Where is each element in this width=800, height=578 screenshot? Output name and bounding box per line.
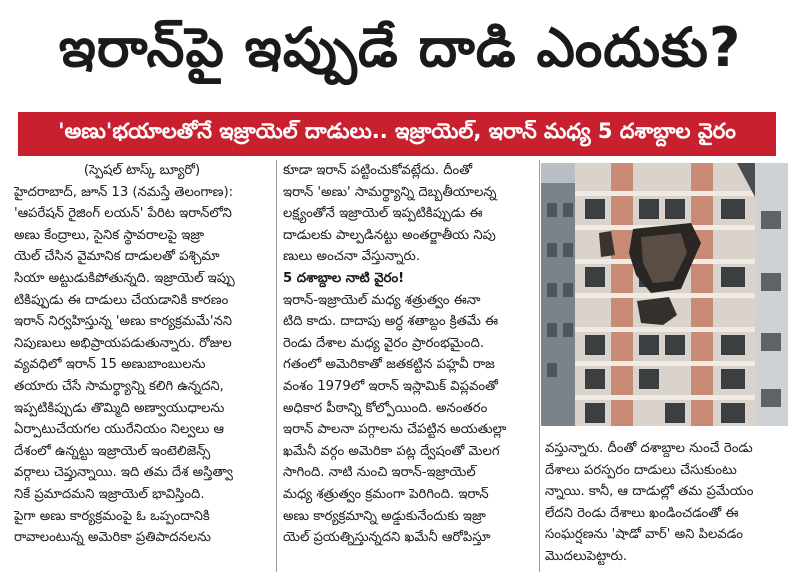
article-column-1: [14, 160, 270, 549]
article-line: ఖమేనీ వర్గం అమెరికా పట్ల ద్వేషంతో మెలగ: [283, 443, 500, 459]
article-line: అణు కార్యక్రమాన్ని అడ్డుకునేందుకు ఇజ్రా: [283, 508, 486, 524]
article-line: రెండు దేశాల మధ్య వైరం ప్రారంభమైంది.: [283, 335, 485, 351]
article-column-3: [545, 438, 790, 568]
article-line: వంశం 1979లో ఇరాన్ ఇస్లామిక్ విప్లవంతో: [283, 378, 498, 394]
subheadline-banner: [18, 112, 776, 156]
article-line: టిది కాదు. దాదాపు అర్ధ శతాబ్దం క్రితమే ఈ: [283, 314, 499, 330]
article-line: దేశంలో ఉన్నట్టు ఇజ్రాయెల్ ఇంటెలిజెన్స్: [14, 443, 211, 459]
article-line: అధికార పీఠాన్ని కోల్పోయింది. అనంతరం: [283, 400, 488, 416]
article-line: ఇరాన్-ఇజ్రాయెల్ మధ్య శత్రుత్వం ఈనా: [283, 292, 481, 308]
article-line: వస్తున్నారు. దీంతో దశాబ్దాల నుంచే రెండు: [545, 441, 753, 456]
article-line: యెల్ ప్రయత్నిస్తున్నదని ఖమేనీ ఆరోపిస్తూ: [283, 530, 491, 546]
headline-text: ఇరాన్‌పై ఇప్పుడే దాడి ఎందుకు?: [58, 15, 742, 79]
article-line: వ్యవధిలో ఇరాన్ 15 అణుబాంబులను: [14, 357, 206, 373]
article-line: వర్గాలు చెప్తున్నాయి. ఇది తమ దేశ అస్తిత్వా: [14, 465, 233, 481]
building-illustration: [541, 163, 788, 426]
article-line: రావాలంటున్న అమెరికా ప్రతిపాదనలను: [14, 530, 211, 546]
article-line: ఇరాన్ 'అణు' సామర్థ్యాన్ని దెబ్బతీయాలన్న: [283, 184, 497, 200]
article-line: 'ఆపరేషన్ రైజింగ్ లయన్' పేరిట ఇరాన్‌లోని: [14, 206, 232, 222]
article-line: టికిప్పుడు ఈ దాడులు చేయడానికి కారణం: [14, 292, 229, 308]
article-line: నిపుణులు అభిప్రాయపడుతున్నారు. రోజుల: [14, 335, 232, 351]
article-line: మధ్య శత్రుత్వం క్రమంగా పెరిగింది. ఇరాన్: [283, 486, 489, 502]
column-divider: [539, 160, 540, 572]
column-divider: [276, 160, 277, 572]
article-line: గతంలో అమెరికాతో జతకట్టిన పహ్లవీ రాజ: [283, 357, 495, 373]
article-line: ఇరాన్ నిర్వహిస్తున్న 'అణు కార్యక్రమమే'నని: [14, 314, 232, 330]
article-line: ఇప్పటికిప్పుడు తొమ్మిది అణ్వాయుధాలను: [14, 400, 225, 416]
article-line: తయారు చేసే సామర్థ్యాన్ని కలిగి ఉన్నదని,: [14, 378, 224, 394]
article-line: ణులు అంచనా వేస్తున్నారు.: [283, 249, 421, 265]
article-line: సియా అట్టుడుకిపోతున్నది. ఇజ్రాయెల్ ఇప్పు: [14, 270, 235, 286]
article-line: సాగింది. నాటి నుంచి ఇరాన్-ఇజ్రాయెల్: [283, 465, 476, 481]
article-line: ఇరాన్ పాలనా పగ్గాలను చేపట్టిన అయతుల్లా: [283, 422, 507, 438]
dateline: హైదరాబాద్, జూన్ 13 (నమస్తే తెలంగాణ):: [14, 184, 234, 200]
article-line: అణు కేంద్రాలు, సైనిక స్థావరాలపై ఇజ్రా: [14, 227, 205, 243]
damaged-building-photo: [541, 163, 788, 426]
article-column-2: [283, 160, 533, 549]
section-subtitle: 5 దశాబ్దాల నాటి వైరం!: [283, 270, 405, 286]
article-line: నికే ప్రమాదమని ఇజ్రాయెల్ భావిస్తింది.: [14, 486, 205, 502]
article-line: ఏర్పాటుచేయగల యురేనియం నిల్వలు ఆ: [14, 422, 225, 438]
article-line: దేశాలు పరస్పరం దాడులు చేసుకుంటు: [545, 462, 737, 478]
article-line: యెల్ చేసిన వైమానిక దాడులతో పశ్చిమా: [14, 249, 220, 265]
headline: [0, 4, 800, 104]
article-line: న్నాయి. కానీ, ఆ దాడుల్లో తమ ప్రమేయం: [545, 484, 754, 500]
article-line: పైగా అణు కార్యక్రమంపై ఓ ఒప్పందానికి: [14, 508, 210, 524]
article-line: మొదలుపెట్టారు.: [545, 548, 628, 564]
article-line: లేదని రెండు దేశాలు ఖండించడంతో ఈ: [545, 505, 739, 521]
article-line: సంఘర్షణను 'షాడో వార్' అని పిలవడం: [545, 527, 743, 543]
article-line: లక్ష్యంతోనే ఇజ్రాయెల్ ఇప్పటికిప్పుడు ఈ: [283, 206, 483, 222]
article-line: కూడా ఇరాన్ పట్టించుకోవట్లేదు. దీంతో: [283, 163, 473, 178]
article-line: దాడులకు పాల్పడినట్టు అంతర్జాతీయ నిపు: [283, 227, 496, 243]
byline-credit: (స్పెషల్ టాస్క్ బ్యూరో): [83, 163, 201, 178]
subheadline-text: 'అణు'భయాలతోనే ఇజ్రాయెల్ దాడులు.. ఇజ్రాయెల్, ఇరాన్ మధ్య 5 దశాబ్దాల వైరం: [58, 119, 736, 143]
